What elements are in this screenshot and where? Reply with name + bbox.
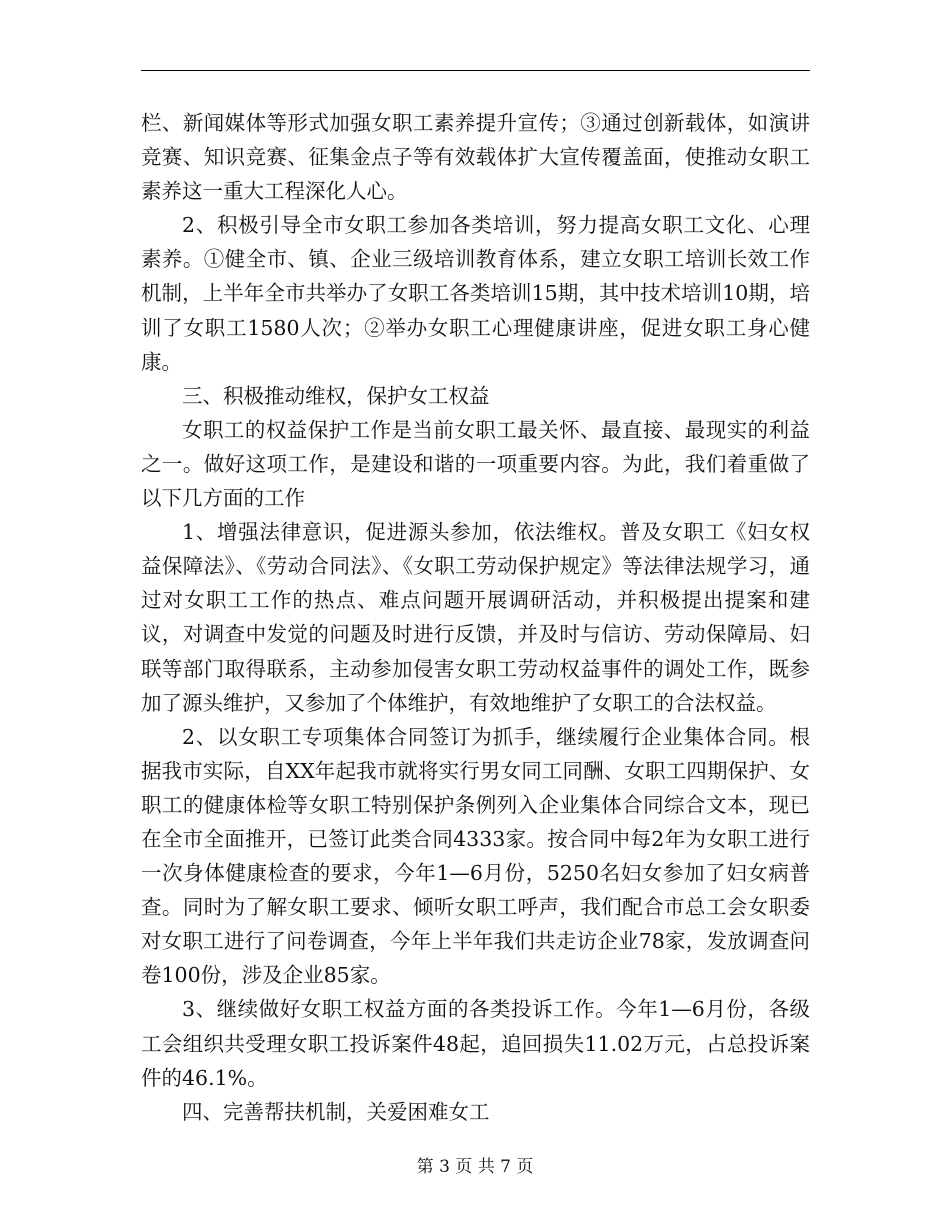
paragraph: 女职工的权益保护工作是当前女职工最关怀、最直接、最现实的利益之一。做好这项工作，是建设和谐的一项重要内容。为此，我们着重做了以下几方面的工作	[141, 417, 810, 511]
paragraph: 2、以女职工专项集体合同签订为抓手，继续履行企业集体合同。根据我市实际，自XX年起我市就将实行男女同工同酬、女职工四期保护、女职工的健康体检等女职工特别保护条例列入企业集体合同综合文本，现已在全市全面推开，已签订此类合同4333家。按合同中每2年为女职工进行一次身体健康检查的要求，今年1—6月份，5250名妇女参加了妇女病普查。同时为了解女职工要求、倾听女职工呼声，我们配合市总工会女职委对女职工进行了问卷调查，今年上半年我们共走访企业78家，发放调查问卷100份，涉及企业85家。	[141, 724, 810, 988]
paragraph: 栏、新闻媒体等形式加强女职工素养提升宣传；③通过创新载体，如演讲竞赛、知识竞赛、征集金点子等有效载体扩大宣传覆盖面，使推动女职工素养这一重大工程深化人心。	[141, 111, 810, 204]
paragraph: 三、积极推动维权，保护女工权益	[182, 383, 490, 408]
paragraph: 1、增强法律意识，促进源头参加，依法维权。普及女职工《妇女权益保障法》、《劳动合同法》、《女职工劳动保护规定》等法律法规学习，通过对女职工工作的热点、难点问题开展调研活动，并积极提出提案和建议，对调查中发觉的问题及时进行反馈，并及时与信访、劳动保障局、妇联等部门取得联系，主动参加侵害女职工劳动权益事件的调处工作，既参加了源头维护，又参加了个体维护，有效地维护了女职工的合法权益。	[141, 520, 810, 715]
header-rule	[141, 70, 810, 71]
paragraph: 2、积极引导全市女职工参加各类培训，努力提高女职工文化、心理素养。①健全市、镇、企业三级培训教育体系，建立女职工培训长效工作机制，上半年全市共举办了女职工各类培训15期，其中技术培训10期，培训了女职工1580人次；②举办女职工心理健康讲座，促进女职工身心健康。	[141, 213, 810, 374]
page-footer: 第 3 页 共 7 页	[416, 1157, 534, 1177]
paragraph: 四、完善帮扶机制，关爱困难女工	[182, 1099, 490, 1124]
paragraph: 3、继续做好女职工权益方面的各类投诉工作。今年1—6月份，各级工会组织共受理女职工投诉案件48起，追回损失11.02万元，占总投诉案件的46.1%。	[141, 997, 810, 1090]
body-text	[141, 106, 810, 1129]
